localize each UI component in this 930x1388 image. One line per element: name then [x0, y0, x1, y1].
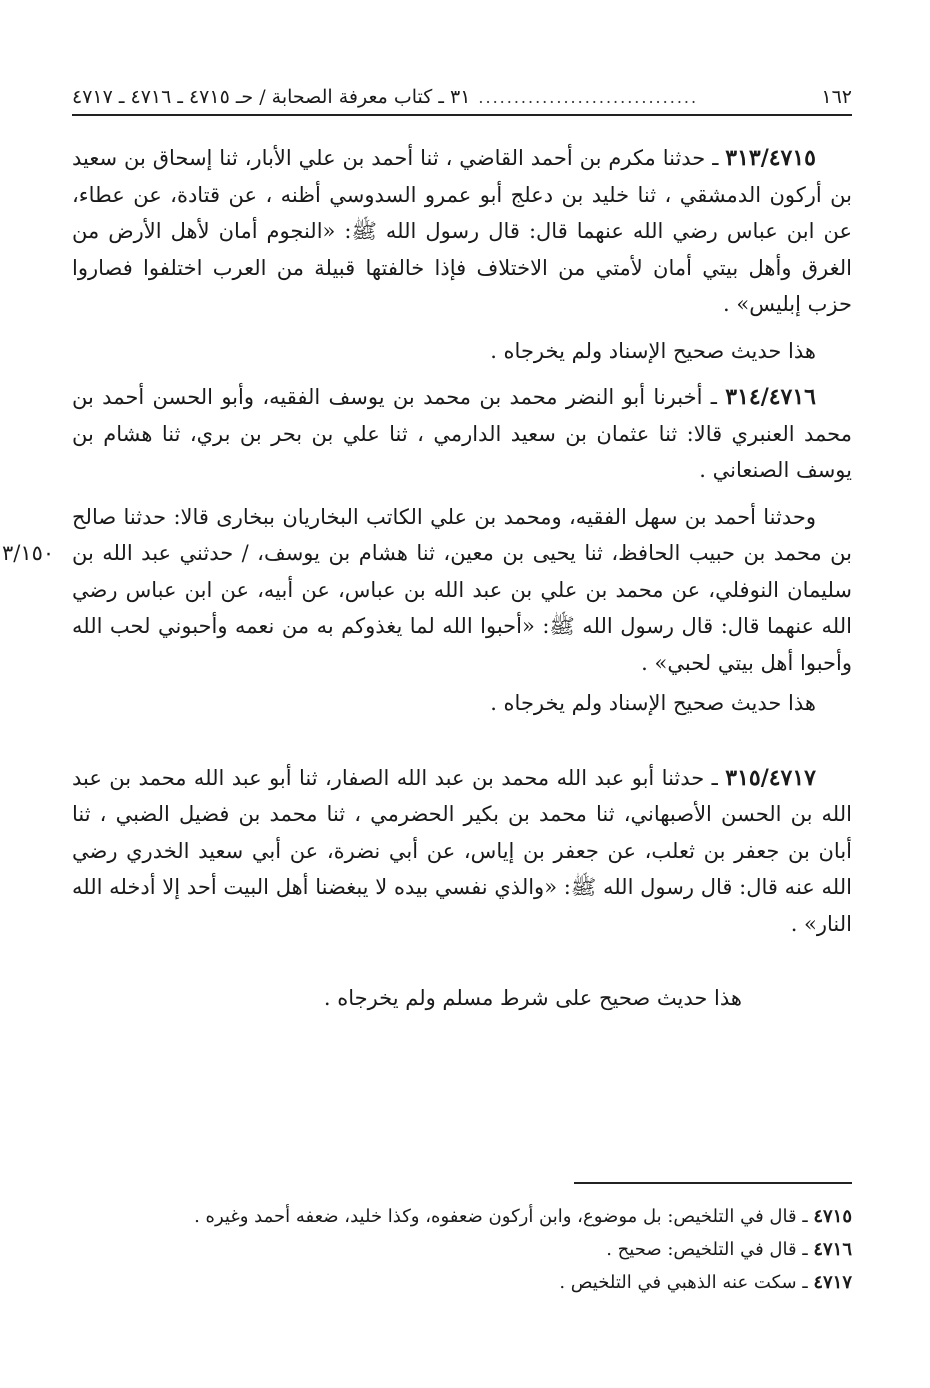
hadith-4716-second-chain [2, 499, 852, 682]
hadith-grade: هذا حديث صحيح الإسناد ولم يخرجاه . [490, 691, 816, 715]
footnote-text: ـ سكت عنه الذهبي في التلخيص . [559, 1272, 814, 1293]
footnote-item [72, 1266, 852, 1299]
footnote-text: ـ قال في التلخيص: صحيح . [606, 1239, 814, 1260]
header-dots: ............................... [478, 87, 699, 107]
footnote-item [72, 1200, 852, 1233]
hadith-grade: هذا حديث صحيح الإسناد ولم يخرجاه . [490, 338, 816, 363]
hadith-text: وحدثنا أحمد بن سهل الفقيه، ومحمد بن علي الكاتب البخاريان ببخارى قالا: حدثنا صالح بن محمد بن حبيب الحافظ، ثنا يحيى بن معين، ثنا هشام بن يوسف، / حدثني عبد الله بن سليمان النوفلي، عن محمد بن علي بن عبد الله بن عباس، عن أبيه، عن ابن عباس رضي الله عنهما قال: قال رسول الله ﷺ: «أحبوا الله لما يغذوكم به من نعمه وأحبوني لحب الله وأحبوا أهل بيتي لحبي» . [72, 504, 852, 675]
hadith-grade: هذا حديث صحيح على شرط مسلم ولم يخرجاه . [323, 986, 742, 1010]
main-text [2, 140, 852, 1017]
header-rule [72, 114, 852, 116]
footnote-number: ٤٧١٦ [813, 1239, 852, 1260]
footnote-item [72, 1233, 852, 1266]
header-title-group [72, 86, 698, 108]
hadith-4716 [72, 379, 852, 489]
page-number: ١٦٢ [821, 86, 852, 108]
footnote-number: ٤٧١٥ [813, 1206, 852, 1227]
hadith-text: ـ أخبرنا أبو النضر محمد بن محمد بن يوسف الفقيه، وأبو الحسن أحمد بن محمد العنبري قالا: ثنا عثمان بن سعيد الدارمي ، ثنا علي بن بحر بن بري، ثنا هشام بن يوسف الصنعاني . [72, 385, 852, 482]
footnote-text: ـ قال في التلخيص: بل موضوع، وابن أركون ضعفوه، وكذا خليد، ضعفه أحمد وغيره . [194, 1206, 814, 1227]
hadith-text: ـ حدثنا أبو عبد الله محمد بن عبد الله الصفار، ثنا أبو عبد الله محمد بن عبد الله بن الحسن الأصبهاني، ثنا محمد بن بكير الحضرمي ، ثنا محمد بن فضيل الضبي ، ثنا أبان بن جعفر بن ثعلب، عن جعفر بن إياس، عن أبي نضرة، عن أبي سعيد الخدري رضي الله عنه قال: قال رسول الله ﷺ: «والذي نفسي بيده لا يبغضنا أهل البيت أحد إلا أدخله الله النار» . [72, 765, 852, 936]
footnotes [72, 1200, 852, 1299]
running-title: ٣١ ـ كتاب معرفة الصحابة / حـ ٤٧١٥ ـ ٤٧١٦ ـ ٤٧١٧ [72, 86, 471, 108]
hadith-number: ٣١٥/٤٧١٧ [725, 764, 816, 791]
hadith-number: ٣١٤/٤٧١٦ [725, 384, 816, 410]
margin-reference: ٣/١٥٠ [2, 540, 55, 565]
footnote-number: ٤٧١٧ [813, 1272, 852, 1293]
hadith-number: ٣١٣/٤٧١٥ [725, 145, 816, 171]
hadith-4717 [72, 760, 852, 943]
hadith-4715 [72, 140, 852, 323]
footnote-rule [574, 1182, 852, 1184]
page-header [72, 82, 852, 112]
hadith-text: ـ حدثنا مكرم بن أحمد القاضي ، ثنا أحمد بن علي الأبار، ثنا إسحاق بن سعيد بن أركون الدمشقي ، ثنا خليد بن دعلج أبو عمرو السدوسي أظنه ، عن قتادة، عن عطاء، عن ابن عباس رضي الله عنهما قال: قال رسول الله ﷺ: «النجوم أمان لأهل الأرض من الغرق وأهل بيتي أمان لأمتي من الاختلاف فإذا خالفتها قبيلة من العرب اختلفوا فصاروا حزب إبليس» . [72, 146, 852, 316]
